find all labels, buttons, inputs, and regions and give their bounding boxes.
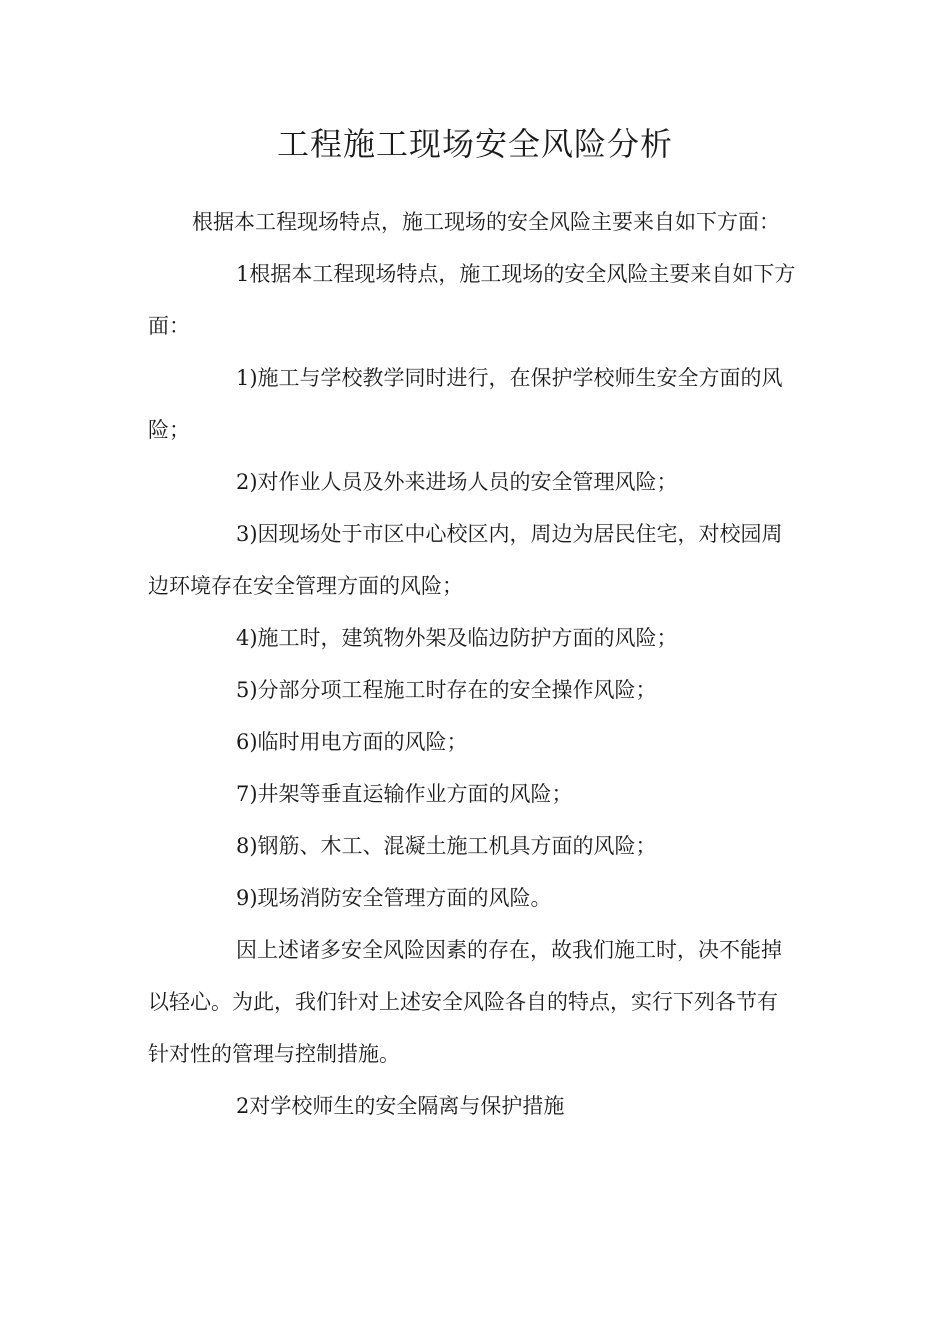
list-item-5: 5)分部分项工程施工时存在的安全操作风险； [236, 678, 657, 702]
list-item-6: 6)临时用电方面的风险； [236, 730, 468, 754]
list-item-4: 4)施工时，建筑物外架及临边防护方面的风险； [236, 626, 678, 650]
list-item-7: 7)井架等垂直运输作业方面的风险； [236, 782, 573, 806]
list-item-2: 2)对作业人员及外来进场人员的安全管理风险； [236, 470, 678, 494]
list-item-1: 1)施工与学校教学同时进行，在保护学校师生安全方面的风险； [148, 366, 783, 442]
list-item-3: 3)因现场处于市区中心校区内，周边为居民住宅，对校园周边环境存在安全管理方面的风险； [148, 522, 783, 598]
document-body [148, 196, 798, 1132]
list-item-9: 9)现场消防安全管理方面的风险。 [236, 886, 552, 910]
paragraph-section-2-heading: 2对学校师生的安全隔离与保护措施 [236, 1094, 565, 1118]
list-item-8: 8)钢筋、木工、混凝土施工机具方面的风险； [236, 834, 657, 858]
document-title: 工程施工现场安全风险分析 [276, 125, 673, 163]
paragraph-conclusion: 因上述诸多安全风险因素的存在，故我们施工时，决不能掉以轻心。为此，我们针对上述安全风险各自的特点，实行下列各节有针对性的管理与控制措施。 [148, 938, 782, 1066]
paragraph-intro: 根据本工程现场特点，施工现场的安全风险主要来自如下方面： [192, 210, 780, 234]
paragraph-section-1-heading: 1根据本工程现场特点，施工现场的安全风险主要来自如下方面： [148, 262, 796, 338]
